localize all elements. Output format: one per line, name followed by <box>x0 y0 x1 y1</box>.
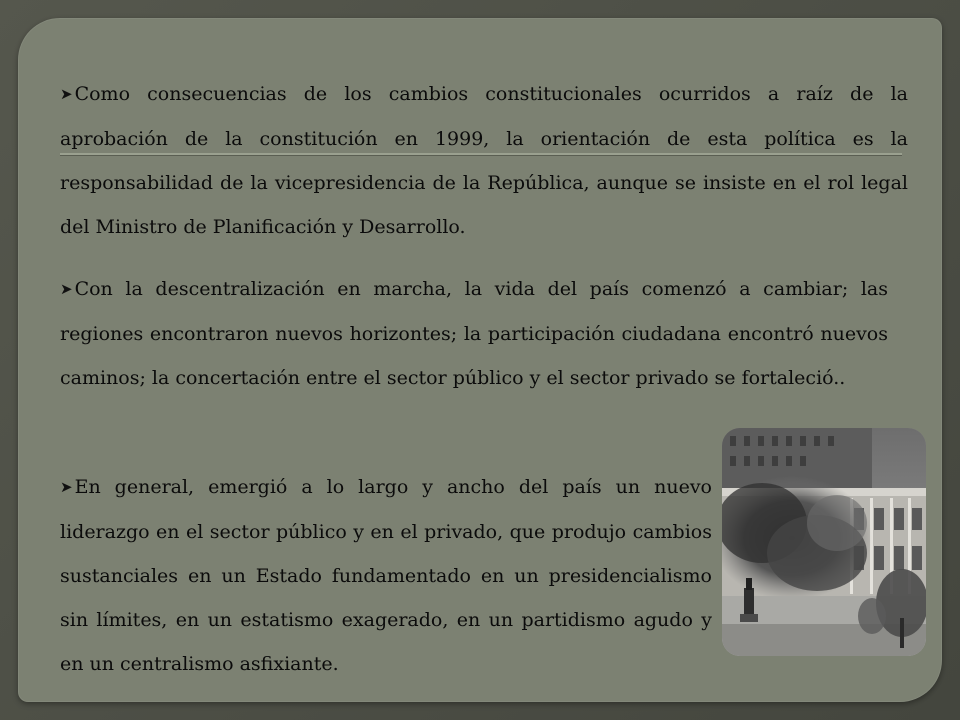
arrow-check-bullet-icon: ➤ <box>60 478 73 496</box>
arrow-check-bullet-icon: ➤ <box>60 280 73 298</box>
paragraph-1 <box>60 72 908 249</box>
paragraph-2-text: Con la descentralización en marcha, la vida del país comenzó a cambiar; las regiones encontraron nuevos horizontes; la participación ciudadana encontró nuevos caminos; la concertación entre el sector público y el sector privado se fortaleció.. <box>60 278 888 389</box>
paragraph-3-text: En general, emergió a lo largo y ancho del país un nuevo liderazgo en el sector público y en el privado, que produjo cambios sustanciales en un Estado fundamentado en un presidencialismo sin límites, en un estatismo exagerado, en un partidismo agudo y en un centralismo asfixiante. <box>60 476 712 675</box>
palace-smoke-image <box>722 428 926 656</box>
paragraph-1-text: Como consecuencias de los cambios constitucionales ocurridos a raíz de la aprobación de la constitución en 1999, la orientación de esta política es la responsabilidad de la vicepresidencia de la República, aunque se insiste en el rol legal del Ministro de Planificación y Desarrollo. <box>60 83 908 238</box>
arrow-check-bullet-icon: ➤ <box>60 85 73 103</box>
paragraph-3 <box>60 465 712 686</box>
paragraph-2 <box>60 267 888 400</box>
historical-photo <box>722 428 926 656</box>
